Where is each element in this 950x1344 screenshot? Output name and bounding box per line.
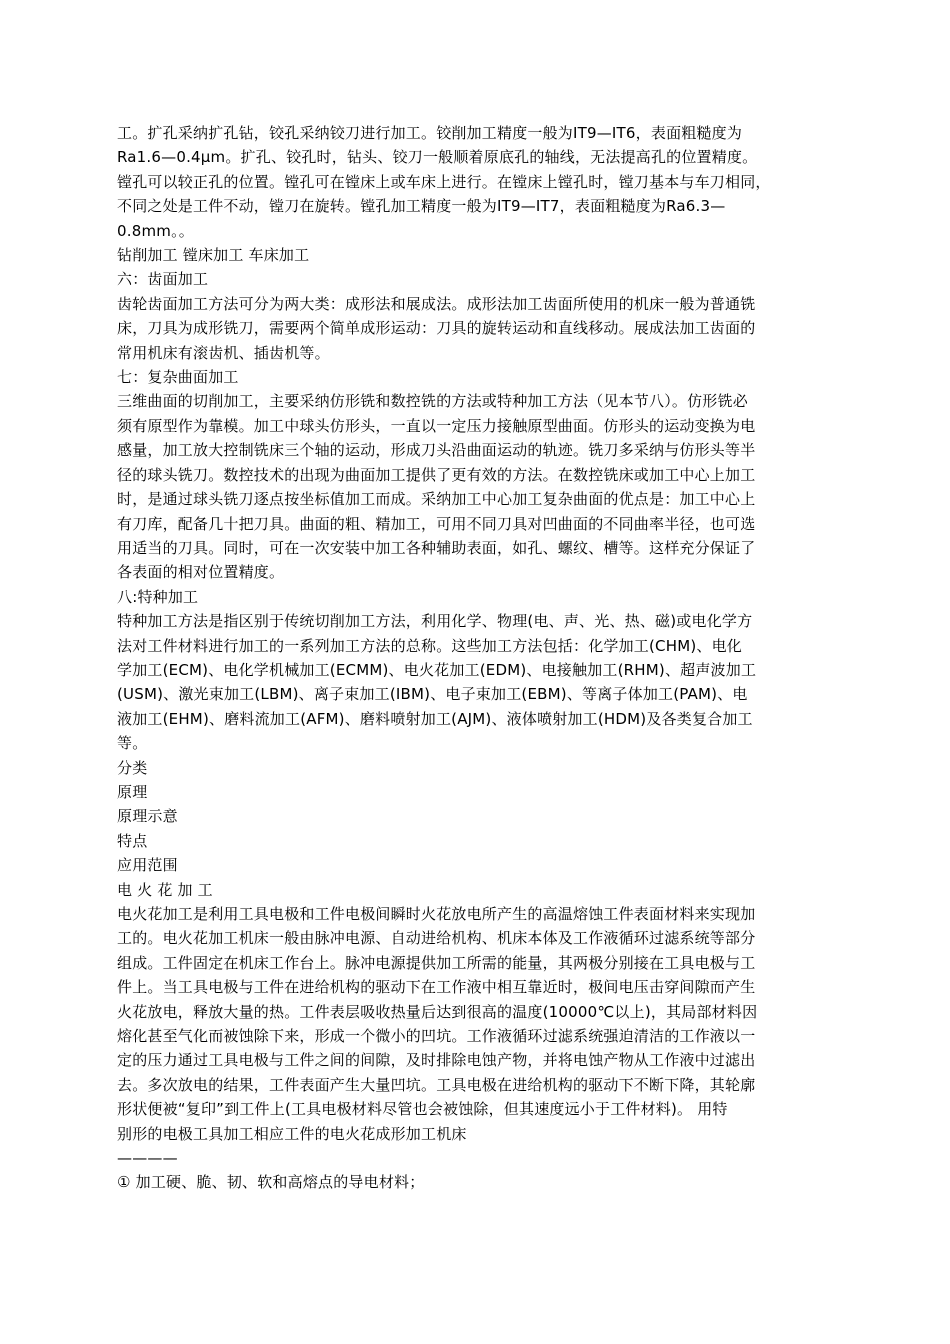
text-line: 组成。工件固定在机床工作台上。脉冲电源提供加工所需的能量，其两极分别接在工具电极与工 <box>117 953 756 972</box>
section-heading: 七：复杂曲面加工 <box>117 368 239 387</box>
text-line: 工的。电火花加工机床一般由脉冲电源、自动进给机构、机床本体及工作液循环过滤系统等部分 <box>117 929 756 948</box>
separator-dashes: ———— <box>117 1149 178 1168</box>
text-line: 不同之处是工件不动，镗刀在旋转。镗孔加工精度一般为IT9—IT7，表面粗糙度为Ra6.3— <box>117 197 726 216</box>
text-line: 各表面的相对位置精度。 <box>117 563 285 582</box>
document-page <box>117 121 829 1195</box>
text-line: Ra1.6—0.4μm。扩孔、铰孔时，钻头、铰刀一般顺着原底孔的轴线，无法提高孔的位置精度。 <box>117 148 758 167</box>
text-line: 床，刀具为成形铣刀，需要两个简单成形运动：刀具的旋转运动和直线移动。展成法加工齿面的 <box>117 319 756 338</box>
text-line: 定的压力通过工具电极与工件之间的间隙，及时排除电蚀产物，并将电蚀产物从工作液中过滤出 <box>117 1051 756 1070</box>
text-line: 等。 <box>117 734 148 753</box>
table-label: 特点 <box>117 831 148 850</box>
text-line: 件上。当工具电极与工件在进给机构的驱动下在工作液中相互靠近时，极间电压击穿间隙而产生 <box>117 978 756 997</box>
text-line: 感量，加工放大控制铣床三个轴的运动，形成刀头沿曲面运动的轨迹。铣刀多采纳与仿形头等半 <box>117 441 756 460</box>
text-line: 液加工(EHM)、磨料流加工(AFM)、磨料喷射加工(AJM)、液体喷射加工(HDM)及各类复合加工 <box>117 709 753 728</box>
section-heading: 八:特种加工 <box>117 587 199 606</box>
text-line: 有刀库，配备几十把刀具。曲面的粗、精加工，可用不同刀具对凹曲面的不同曲率半径，也可选 <box>117 514 756 533</box>
text-line: 三维曲面的切削加工，主要采纳仿形铣和数控铣的方法或特种加工方法（见本节八）。仿形铣必 <box>117 392 748 411</box>
table-label: 分类 <box>117 758 148 777</box>
text-line: 须有原型作为靠模。加工中球头仿形头，一直以一定压力接触原型曲面。仿形头的运动变换为电 <box>117 416 756 435</box>
text-line: 用适当的刀具。同时，可在一次安装中加工各种辅助表面，如孔、螺纹、槽等。这样充分保证了 <box>117 538 756 557</box>
subsection-heading: 电 火 花 加 工 <box>117 880 213 899</box>
text-line: 去。多次放电的结果，工件表面产生大量凹坑。工具电极在进给机构的驱动下不断下降，其轮廓 <box>117 1075 756 1094</box>
text-line: 钻削加工 镗床加工 车床加工 <box>117 246 310 265</box>
text-line: 镗孔可以较正孔的位置。镗孔可在镗床上或车床上进行。在镗床上镗孔时，镗刀基本与车刀相同， <box>117 172 771 191</box>
text-line: 时，是通过球头铣刀逐点按坐标值加工而成。采纳加工中心加工复杂曲面的优点是：加工中心上 <box>117 490 756 509</box>
text-line: 电火花加工是利用工具电极和工件电极间瞬时火花放电所产生的高温熔蚀工件表面材料来实现加 <box>117 905 756 923</box>
table-label: 原理示意 <box>117 807 178 826</box>
text-line: 形状便被“复印”到工件上(工具电极材料尽管也会被蚀除，但其速度远小于工件材料)。 用特 <box>117 1100 728 1119</box>
text-line: 法对工件材料进行加工的一系列加工方法的总称。这些加工方法包括：化学加工(CHM)、电化 <box>117 636 743 655</box>
text-line: 0.8mm。。 <box>117 221 194 240</box>
text-line: 齿轮齿面加工方法可分为两大类：成形法和展成法。成形法加工齿面所使用的机床一般为普通铣 <box>117 294 756 313</box>
text-line: 熔化甚至气化而被蚀除下来，形成一个微小的凹坑。工作液循环过滤系统强迫清洁的工作液以一 <box>117 1027 756 1046</box>
text-line: (USM)、激光束加工(LBM)、离子束加工(IBM)、电子束加工(EBM)、等离子体加工(PAM)、电 <box>117 685 748 704</box>
table-label: 应用范围 <box>117 856 178 875</box>
table-label: 原理 <box>117 782 148 801</box>
text-line: 常用机床有滚齿机、插齿机等。 <box>117 343 330 362</box>
text-line: 径的球头铣刀。数控技术的出现为曲面加工提供了更有效的方法。在数控铣床或加工中心上加工 <box>117 465 756 484</box>
text-line: 工。扩孔采纳扩孔钻，铰孔采纳铰刀进行加工。铰削加工精度一般为IT9—IT6，表面粗糙度为 <box>117 124 743 142</box>
text-line: 火花放电，释放大量的热。工件表层吸收热量后达到很高的温度(10000℃以上)，其局部材料因 <box>117 1002 758 1021</box>
section-heading: 六：齿面加工 <box>117 270 209 289</box>
text-line: 学加工(ECM)、电化学机械加工(ECMM)、电火花加工(EDM)、电接触加工(RHM)、超声波加工 <box>117 660 757 679</box>
list-item: ① 加工硬、脆、韧、软和高熔点的导电材料； <box>117 1173 425 1192</box>
text-line: 特种加工方法是指区别于传统切削加工方法，利用化学、物理(电、声、光、热、磁)或电化学方 <box>117 612 753 631</box>
text-line: 别形的电极工具加工相应工件的电火花成形加工机床 <box>117 1124 467 1143</box>
